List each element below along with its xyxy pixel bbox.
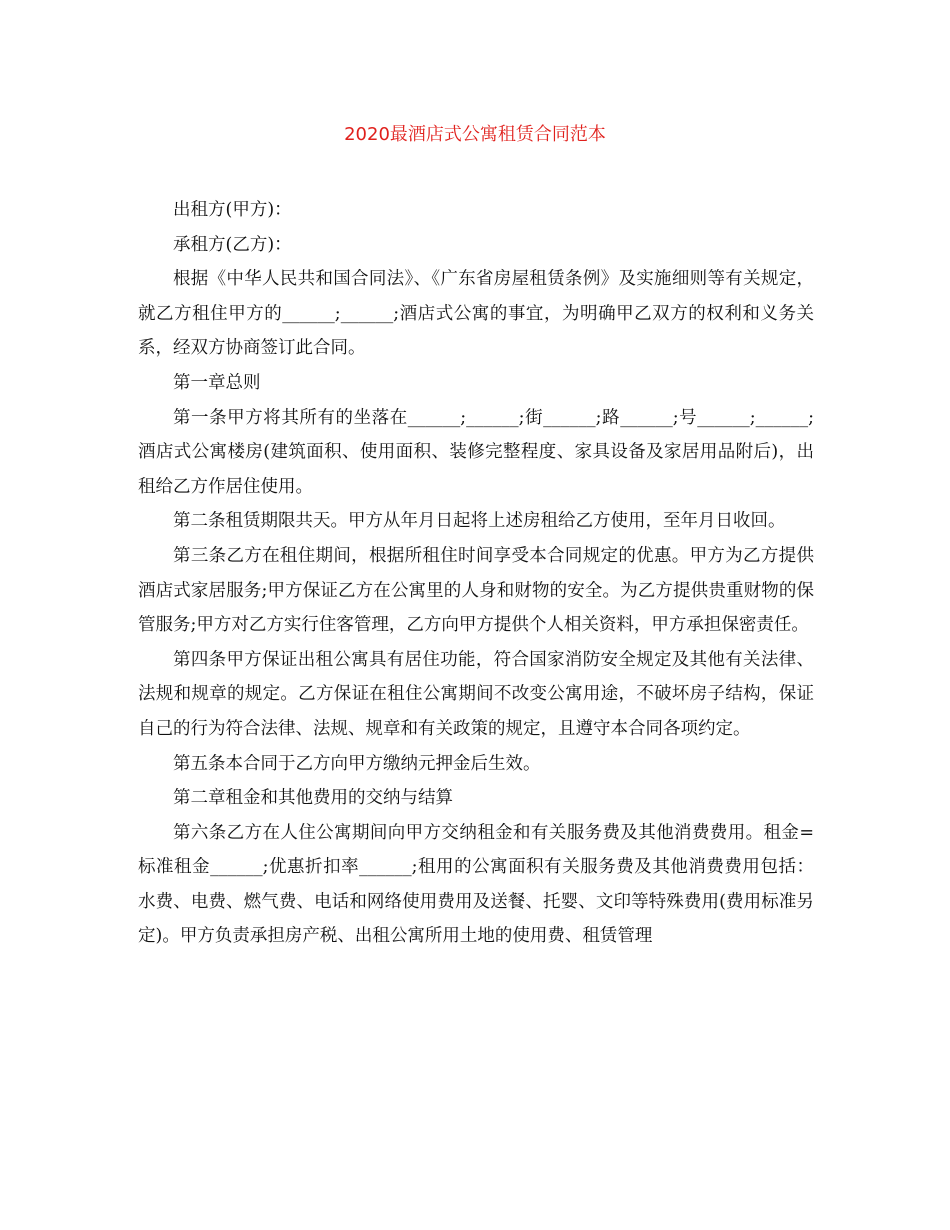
paragraph-article-2: 第二条租赁期限共天。甲方从年月日起将上述房租给乙方使用，至年月日收回。 <box>173 511 786 532</box>
paragraph-lessee: 承租方(乙方)： <box>173 234 292 255</box>
paragraph-preamble: 根据《中华人民共和国合同法》、《广东省房屋租赁条例》及实施细则等有关规定，就乙方租住甲方的______;______;酒店式公寓的事宜，为明确甲乙双方的权利和义务关系，经双方协商签订此合同。 <box>138 269 814 359</box>
paragraph-article-4: 第四条甲方保证出租公寓具有居住功能，符合国家消防安全规定及其他有关法律、法规和规章的规定。乙方保证在租住公寓期间不改变公寓用途，不破坏房子结构，保证自己的行为符合法律、法规、规章和有关政策的规定，且遵守本合同各项约定。 <box>138 649 814 739</box>
paragraph-article-6: 第六条乙方在人住公寓期间向甲方交纳租金和有关服务费及其他消费费用。租金=标准租金______;优惠折扣率______;租用的公寓面积有关服务费及其他消费费用包括：水费、电费、燃气费、电话和网络使用费用及送餐、托婴、文印等特殊费用(费用标准另定)。甲方负责承担房产税、出租公寓所用土地的使用费、租赁管理 <box>138 822 814 947</box>
document-body <box>138 193 814 954</box>
paragraph-lessor: 出租方(甲方)： <box>173 200 292 220</box>
paragraph-article-5: 第五条本合同于乙方向甲方缴纳元押金后生效。 <box>173 753 541 774</box>
document-title: 2020最酒店式公寓租赁合同范本 <box>344 124 606 145</box>
chapter-heading-2: 第二章租金和其他费用的交纳与结算 <box>173 788 453 809</box>
paragraph-article-1: 第一条甲方将其所有的坐落在______;______;街______;路______;号______;______;酒店式公寓楼房(建筑面积、使用面积、装修完整程度、家具设备及家居用品附后)，出租给乙方作居住使用。 <box>138 407 814 497</box>
chapter-heading-1: 第一章总则 <box>173 372 261 393</box>
paragraph-article-3: 第三条乙方在租住期间，根据所租住时间享受本合同规定的优惠。甲方为乙方提供酒店式家居服务;甲方保证乙方在公寓里的人身和财物的安全。为乙方提供贵重财物的保管服务;甲方对乙方实行住客管理，乙方向甲方提供个人相关资料，甲方承担保密责任。 <box>138 545 814 636</box>
